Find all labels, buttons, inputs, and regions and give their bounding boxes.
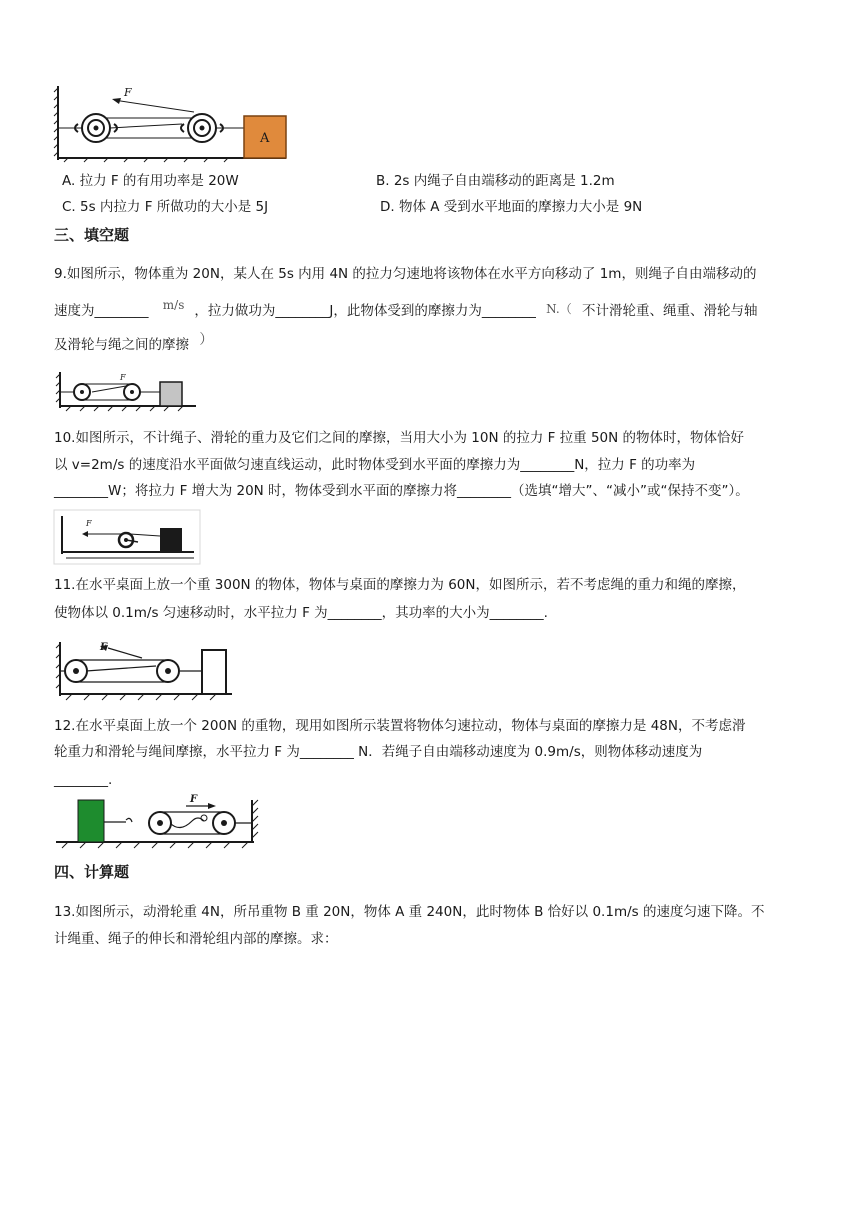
- q10-text-line1: 10.如图所示，不计绳子、滑轮的重力及它们之间的摩擦，当用大小为 10N 的拉力 F 拉重 50N 的物体时，物体恰好: [54, 430, 745, 446]
- q10-force-label: F: [86, 519, 92, 528]
- q12-force-label: F: [190, 794, 198, 805]
- q11-figure: [56, 638, 236, 704]
- q8-option-a: A. 拉力 F 的有用功率是 20W: [62, 173, 239, 189]
- q8-option-c: C. 5s 内拉力 F 所做功的大小是 5J: [62, 199, 269, 215]
- q12-text-line1: 12.在水平桌面上放一个 200N 的重物，现用如图所示装置将物体匀速拉动，物体与桌面的摩擦力是 48N，不考虑滑: [54, 718, 746, 734]
- q8-force-label: F: [124, 86, 132, 99]
- q10-text-line2: 以 v=2m/s 的速度沿水平面做匀速直线运动，此时物体受到水平面的摩擦力为________N，拉力 F 的功率为: [54, 457, 696, 473]
- q12-text-line2: 轮重力和滑轮与绳间摩擦，水平拉力 F 为________ N．若绳子自由端移动速度为 0.9m/s，则物体移动速度为: [54, 744, 703, 760]
- q12-green-block: [78, 800, 104, 842]
- q12-text-line3: ________.: [54, 772, 113, 788]
- q11-force-label: F: [100, 642, 108, 653]
- q11-text-line1: 11.在水平桌面上放一个重 300N 的物体，物体与桌面的摩擦力为 60N，如图所示，若不考虑绳的重力和绳的摩擦，: [54, 577, 746, 593]
- q8-force-arrow: [112, 98, 194, 112]
- q9-text-line1: 9.如图所示，物体重为 20N，某人在 5s 内用 4N 的拉力匀速地将该物体在水平方向移动了 1m，则绳子自由端移动的: [54, 266, 757, 282]
- q9-text-line2: [54, 298, 758, 321]
- q9-unit-ms: m/s: [162, 298, 185, 312]
- section-heading-calc: 四、计算题: [54, 863, 130, 881]
- q10-figure: [54, 510, 200, 564]
- q9-figure: [56, 368, 198, 412]
- q8-option-d: D. 物体 A 受到水平地面的摩擦力大小是 9N: [380, 199, 643, 215]
- q8-option-b: B. 2s 内绳子自由端移动的距离是 1.2m: [376, 173, 615, 189]
- q9-close-paren: ）: [199, 332, 214, 348]
- q11-text-line2: 使物体以 0.1m/s 匀速移动时，水平拉力 F 为________，其功率的大小为________.: [54, 605, 548, 621]
- q9-text-line3: [54, 332, 214, 355]
- q9-force-label: F: [120, 373, 126, 382]
- q9-speed-blank: 速度为________: [54, 303, 149, 319]
- q13-text-line1: 13.如图所示，动滑轮重 4N，所吊重物 B 重 20N，物体 A 重 240N，此时物体 B 恰好以 0.1m/s 的速度匀速下降。不: [54, 904, 765, 920]
- q9-note-end: 及滑轮与绳之间的摩擦: [54, 337, 189, 353]
- q10-text-line3: ________W；将拉力 F 增大为 20N 时，物体受到水平面的摩擦力将________（选填“增大”、“减小”或“保持不变”）。: [54, 483, 749, 499]
- section-heading-fill: 三、填空题: [54, 226, 130, 244]
- q12-figure: [56, 792, 262, 854]
- q8-block-a-label: A: [260, 131, 270, 146]
- q9-work-friction-blanks: ，拉力做功为________J，此物体受到的摩擦力为________: [194, 303, 536, 319]
- q13-text-line2: 计绳重、绳子的伸长和滑轮组内部的摩擦。求：: [54, 931, 338, 947]
- q8-figure: [54, 84, 290, 164]
- q9-unit-n: N.（: [546, 302, 572, 316]
- q9-note: 不计滑轮重、绳重、滑轮与轴: [582, 303, 758, 319]
